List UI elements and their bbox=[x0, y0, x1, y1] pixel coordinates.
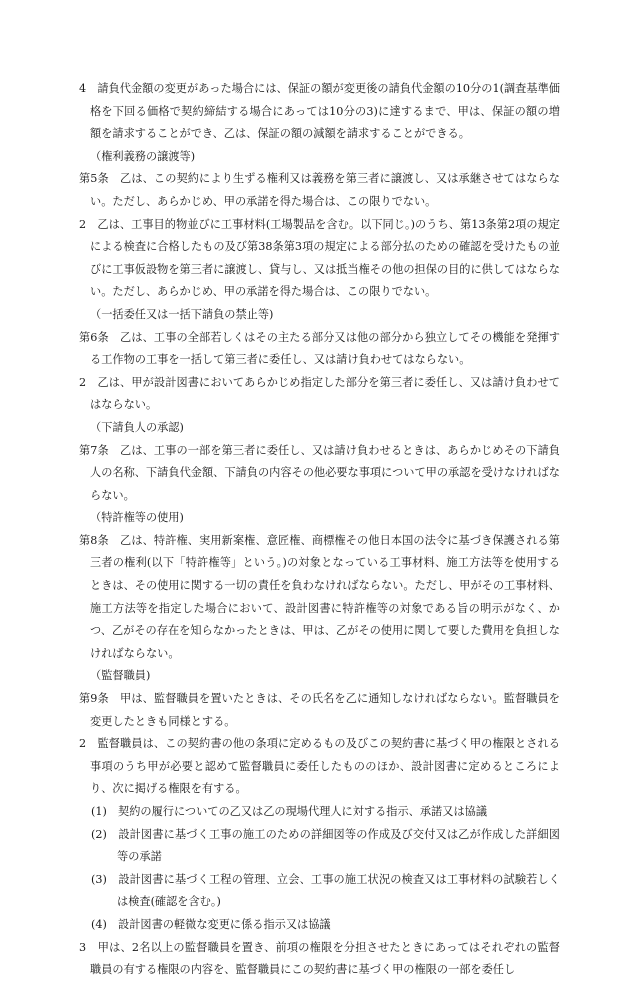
heading-assignment-of-rights: （権利義務の譲渡等) bbox=[90, 149, 196, 163]
article-5: 第5条 乙は、この契約により生ずる権利又は義務を第三者に譲渡し、又は承継させてはならない。ただし、あらかじめ、甲の承諾を得た場合は、この限りでない。 bbox=[79, 172, 560, 208]
list-item-3: (3) 設計図書に基づく工程の管理、立会、工事の施工状況の検査又は工事材料の試験若しくは検査(確認を含む。) bbox=[91, 872, 560, 909]
heading-subcontractor-approval: （下請負人の承認) bbox=[90, 420, 184, 434]
article-9-paragraph-2: 2 監督職員は、この契約書の他の条項に定めるもの及びこの契約書に基づく甲の権限とされる事項のうち甲が必要と認めて監督職員に委任したもののほか、設計図書に定めるところにより、次に掲げる権限を有する。 bbox=[79, 737, 560, 796]
article-8: 第8条 乙は、特許権、実用新案権、意匠権、商標権その他日本国の法令に基づき保護される第三者の権利(以下「特許権等」という。)の対象となっている工事材料、施工方法等を使用するときは、その使用に関する一切の責任を負わなければならない。ただし、甲がその工事材料、施工方法等を指定した場合において、設計図書に特許権等の対象である旨の明示がなく、かつ、乙がその存在を知らなかったときは、甲は、乙がその使用に関して要した費用を負担しなければならない。 bbox=[79, 533, 560, 660]
document-body bbox=[79, 78, 560, 982]
list-item-1: (1) 契約の履行についての乙又は乙の現場代理人に対する指示、承諾又は協議 bbox=[91, 805, 488, 818]
list-item-2: (2) 設計図書に基づく工事の施工のための詳細図等の作成及び交付又は乙が作成した詳細図等の承諾 bbox=[91, 827, 560, 864]
article-5-paragraph-2: 2 乙は、工事目的物並びに工事材料(工場製品を含む。以下同じ。)のうち、第13条第2項の規定による検査に合格したもの及び第38条第3項の規定による部分払のための確認を受けたもの並びに工事仮設物を第三者に譲渡し、貸与し、又は抵当権その他の担保の目的に供してはならない。ただし、あらかじめ、甲の承諾を得た場合は、この限りでない。 bbox=[79, 217, 560, 299]
list-item-4: (4) 設計図書の軽微な変更に係る指示又は協議 bbox=[91, 917, 331, 931]
heading-supervisor: （監督職員) bbox=[90, 669, 151, 683]
paragraph-guarantee-change: 4 請負代金額の変更があった場合には、保証の額が変更後の請負代金額の10分の1(調査基準価格を下回る価格で契約締結する場合にあっては10分の3)に達するまで、甲は、保証の額の増額を請求することができ、乙は、保証の額の減額を請求することができる。 bbox=[79, 82, 560, 141]
heading-patent-use: （特許権等の使用) bbox=[90, 511, 184, 525]
article-9-paragraph-3: 3 甲は、2名以上の監督職員を置き、前項の権限を分担させたときにあってはそれぞれの監督職員の有する権限の内容を、監督職員にこの契約書に基づく甲の権限の一部を委任し bbox=[79, 940, 560, 977]
article-9: 第9条 甲は、監督職員を置いたときは、その氏名を乙に通知しなければならない。監督職員を変更したときも同様とする。 bbox=[79, 692, 560, 728]
article-7: 第7条 乙は、工事の一部を第三者に委任し、又は請け負わせるときは、あらかじめその下請負人の名称、下請負代金額、下請負の内容その他必要な事項について甲の承認を受けなければならない。 bbox=[79, 443, 560, 502]
article-6: 第6条 乙は、工事の全部若しくはその主たる部分又は他の部分から独立してその機能を発揮する工作物の工事を一括して第三者に委任し、又は請け負わせてはならない。 bbox=[79, 330, 560, 367]
article-6-paragraph-2: 2 乙は、甲が設計図書においてあらかじめ指定した部分を第三者に委任し、又は請け負わせてはならない。 bbox=[79, 375, 560, 412]
heading-subcontract-prohibition: （一括委任又は一括下請負の禁止等) bbox=[90, 307, 274, 321]
